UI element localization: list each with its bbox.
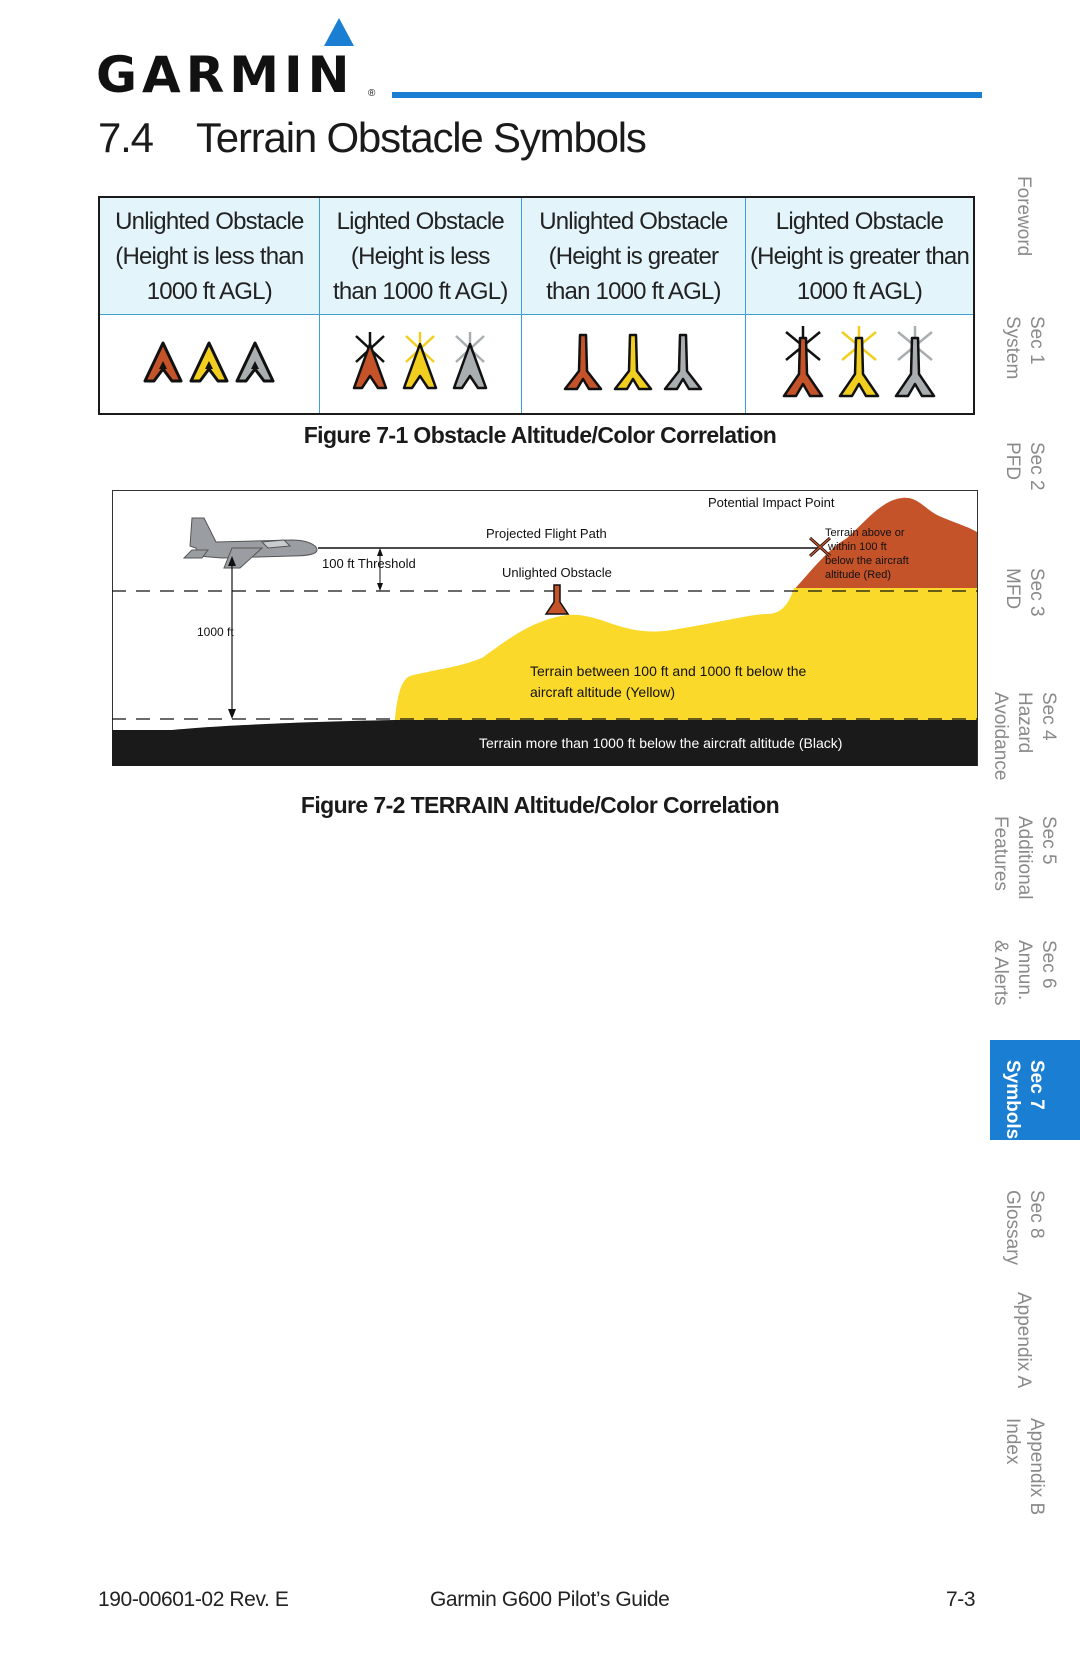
tab-label: Index (1002, 1418, 1023, 1465)
header-line: 1000 ft AGL) (146, 277, 272, 305)
tab-label: & Alerts (990, 940, 1011, 1006)
tab-label: Appendix A (1013, 1292, 1034, 1389)
tab-label: Hazard (1014, 692, 1035, 754)
tab-label: System (1002, 316, 1023, 380)
unlighted-short-obstacle-icons (129, 337, 289, 387)
section-number: 7.4 (98, 114, 153, 161)
tab-label: Appendix B (1026, 1418, 1047, 1516)
header-rule (392, 92, 982, 98)
header-line: than 1000 ft AGL) (546, 277, 721, 305)
tab-label: Avoidance (990, 692, 1011, 781)
label-unlighted-obstacle: Unlighted Obstacle (502, 565, 612, 580)
column-header-lighted-short (319, 197, 521, 315)
header-line: Unlighted Obstacle (539, 207, 728, 235)
tab-label: Sec 2 (1026, 442, 1047, 491)
label-red-line2: within 100 ft (828, 541, 887, 553)
tab-label: Symbols (1002, 1060, 1023, 1140)
tab-label: Annun. (1014, 940, 1035, 1001)
label-impact-point: Potential Impact Point (708, 495, 835, 510)
figure-7-2-caption: Figure 7-2 TERRAIN Altitude/Color Correlation (300, 792, 780, 818)
unlighted-tall-obstacle-icons (553, 331, 713, 393)
header-line: than 1000 ft AGL) (333, 277, 508, 305)
label-black-terrain: Terrain more than 1000 ft below the aircraft altitude (Black) (479, 735, 843, 751)
header-line: (Height is greater (548, 242, 719, 270)
symbol-cell (319, 315, 521, 415)
symbol-cell (99, 315, 319, 415)
label-red-line3: below the aircraft (825, 555, 909, 567)
label-red-line1: Terrain above or (825, 527, 905, 539)
section-title (98, 114, 646, 162)
tab-label: Sec 5 (1038, 816, 1059, 865)
tab-label: Sec 8 (1026, 1190, 1047, 1239)
section-title-text: Terrain Obstacle Symbols (196, 114, 646, 161)
logo-wordmark: GARMIN (96, 46, 355, 104)
label-yellow-line1: Terrain between 100 ft and 1000 ft below the (530, 663, 807, 679)
tab-label: Glossary (1002, 1190, 1023, 1265)
label-yellow-line2: aircraft altitude (Yellow) (530, 684, 675, 700)
tab-label: Sec 1 (1026, 316, 1047, 365)
label-altitude: 1000 ft (197, 625, 234, 639)
terrain-altitude-diagram (112, 490, 978, 766)
tab-label: Foreword (1013, 176, 1034, 257)
garmin-logo (96, 18, 396, 104)
column-header-unlighted-tall (521, 197, 745, 315)
footer-page-number: 7-3 (946, 1588, 976, 1611)
logo-triangle-icon (324, 18, 354, 46)
tab-label: Sec 3 (1026, 568, 1047, 617)
lighted-tall-obstacle-icons (774, 324, 944, 400)
column-header-lighted-tall (745, 197, 974, 315)
tab-label: Sec 4 (1038, 692, 1059, 741)
lighted-short-obstacle-icons (340, 330, 500, 394)
tab-label: PFD (1002, 442, 1023, 480)
header-line: (Height is less (350, 242, 490, 270)
tab-label: Sec 7 (1026, 1060, 1047, 1110)
side-tab-sec7-active[interactable] (990, 1040, 1080, 1140)
figure-7-1-caption: Figure 7-1 Obstacle Altitude/Color Correlation (303, 422, 777, 448)
symbol-cell (521, 315, 745, 415)
header-line: (Height is less than (115, 242, 304, 270)
obstacle-symbol-table (98, 196, 975, 415)
label-red-line4: altitude (Red) (825, 569, 892, 581)
header-line: Lighted Obstacle (775, 207, 944, 235)
header-line: 1000 ft AGL) (796, 277, 923, 305)
footer-guide-title: Garmin G600 Pilot’s Guide (430, 1588, 670, 1611)
footer-doc-number: 190-00601-02 Rev. E (98, 1588, 289, 1611)
label-threshold: 100 ft Threshold (322, 556, 416, 571)
label-flight-path: Projected Flight Path (486, 526, 607, 541)
header-line: (Height is greater than (749, 242, 969, 270)
symbol-cell (745, 315, 974, 415)
tab-label: Additional (1014, 816, 1035, 900)
column-header-unlighted-short (99, 197, 319, 315)
tab-label: Features (990, 816, 1011, 891)
logo-registered-mark: ® (368, 88, 376, 99)
header-line: Unlighted Obstacle (115, 207, 304, 235)
header-line: Lighted Obstacle (336, 207, 504, 235)
tab-label: Sec 6 (1038, 940, 1059, 989)
tab-label: MFD (1002, 568, 1023, 610)
